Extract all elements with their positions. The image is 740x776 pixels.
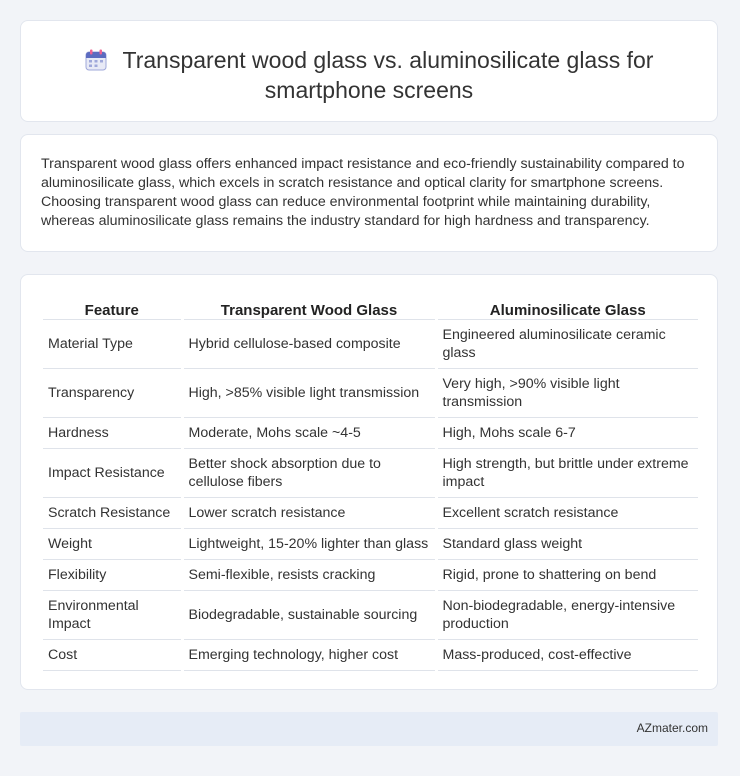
footer-brand-link[interactable]: AZmater.com (636, 721, 708, 735)
calendar-icon (85, 49, 107, 71)
summary-text: Transparent wood glass offers enhanced impact resistance and eco-friendly sustainability compared to aluminosilicate glass, which excels in scratch resistance and optical clarity for smartphone screens. Choosing transparent wood glass can reduce environmental footprint while maintaining durability, whereas aluminosilicate glass remains the industry standard for high hardness and transparency. (41, 156, 685, 229)
table-row (43, 418, 698, 449)
page-title (21, 45, 717, 105)
alumino-cell: Mass-produced, cost-effective (436, 640, 698, 671)
table-row (43, 320, 698, 369)
wood-cell: Lower scratch resistance (182, 498, 436, 529)
table-row (43, 498, 698, 529)
feature-cell: Transparency (43, 369, 182, 418)
footer-bar (20, 712, 718, 746)
title-line-2: smartphone screens (264, 77, 474, 103)
feature-cell: Flexibility (43, 560, 182, 591)
title-line-1: Transparent wood glass vs. aluminosilicate glass for (122, 47, 654, 73)
alumino-cell: High, Mohs scale 6-7 (436, 418, 698, 449)
feature-cell: Environmental Impact (43, 591, 182, 640)
feature-cell: Material Type (43, 320, 182, 369)
alumino-cell: Excellent scratch resistance (436, 498, 698, 529)
feature-cell: Impact Resistance (43, 449, 182, 498)
feature-cell: Weight (43, 529, 182, 560)
feature-cell: Cost (43, 640, 182, 671)
wood-cell: Hybrid cellulose-based composite (182, 320, 436, 369)
feature-cell: Hardness (43, 418, 182, 449)
alumino-cell: High strength, but brittle under extreme impact (436, 449, 698, 498)
alumino-cell: Engineered aluminosilicate ceramic glass (436, 320, 698, 369)
alumino-cell: Rigid, prone to shattering on bend (436, 560, 698, 591)
header-transparent-wood: Transparent Wood Glass (182, 295, 436, 320)
header-aluminosilicate: Aluminosilicate Glass (436, 295, 698, 320)
table-row (43, 640, 698, 671)
alumino-cell: Standard glass weight (436, 529, 698, 560)
comparison-table (43, 295, 698, 671)
wood-cell: High, >85% visible light transmission (182, 369, 436, 418)
summary-card (20, 134, 718, 252)
table-row (43, 449, 698, 498)
wood-cell: Semi-flexible, resists cracking (182, 560, 436, 591)
table-row (43, 529, 698, 560)
feature-cell: Scratch Resistance (43, 498, 182, 529)
header-feature: Feature (43, 295, 182, 320)
wood-cell: Biodegradable, sustainable sourcing (182, 591, 436, 640)
wood-cell: Emerging technology, higher cost (182, 640, 436, 671)
wood-cell: Lightweight, 15-20% lighter than glass (182, 529, 436, 560)
table-row (43, 591, 698, 640)
wood-cell: Moderate, Mohs scale ~4-5 (182, 418, 436, 449)
table-header-row (43, 295, 698, 320)
alumino-cell: Non-biodegradable, energy-intensive production (436, 591, 698, 640)
title-card (20, 20, 718, 122)
alumino-cell: Very high, >90% visible light transmission (436, 369, 698, 418)
wood-cell: Better shock absorption due to cellulose fibers (182, 449, 436, 498)
table-row (43, 560, 698, 591)
comparison-table-card (20, 274, 718, 690)
table-row (43, 369, 698, 418)
